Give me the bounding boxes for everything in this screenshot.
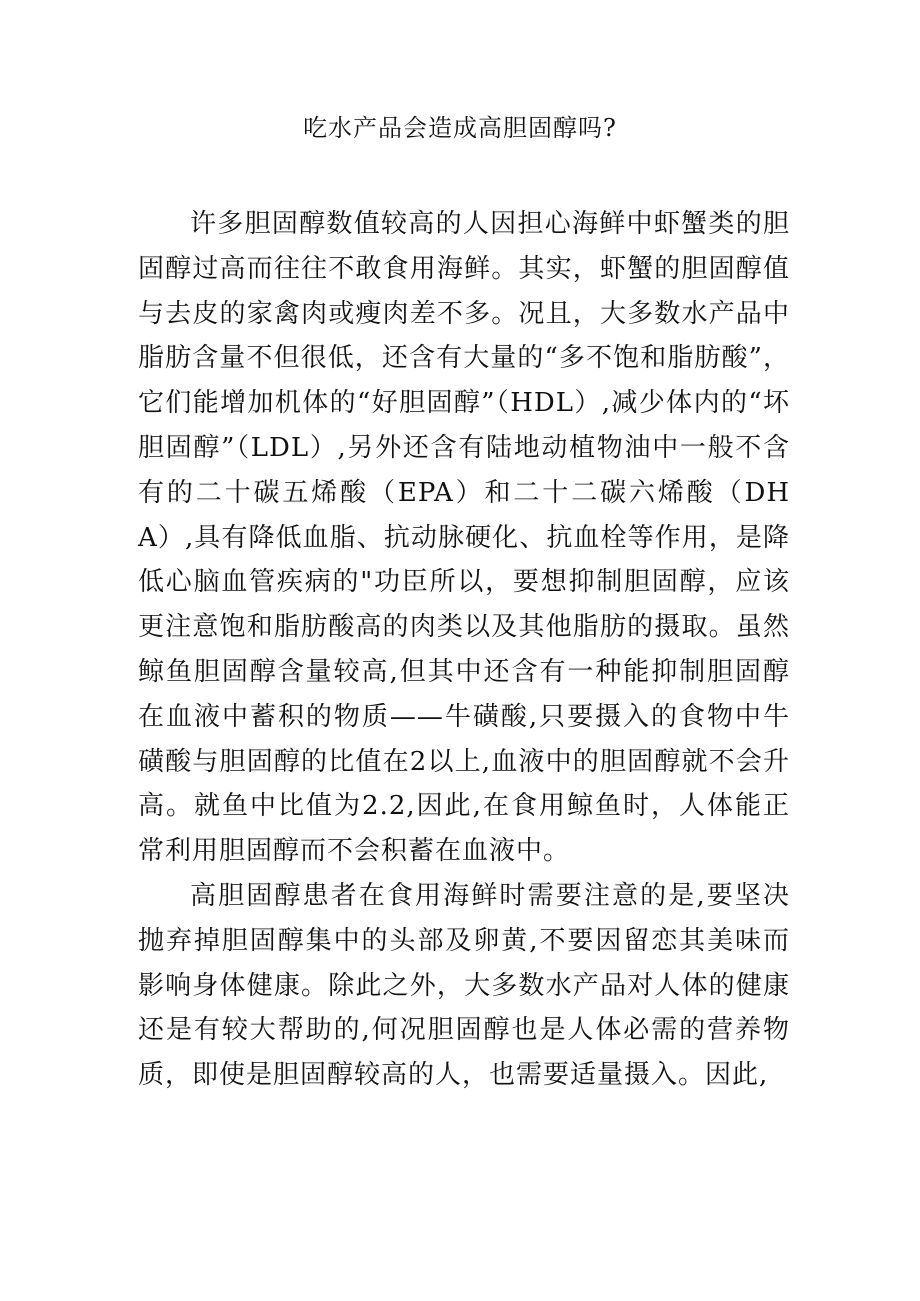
document-title: 吃水产品会造成高胆固醇吗? — [303, 114, 617, 142]
paragraph-2: 高胆固醇患者在食用海鲜时需要注意的是,要坚决抛弃掉胆固醇集中的头部及卵黄,不要因留恋其美味而影响身体健康。除此之外，大多数水产品对人体的健康还是有较大帮助的,何况胆固醇也是人体必需的营养物质，即使是胆固醇较高的人，也需要适量摄入。因此, — [138, 880, 790, 1091]
document-body — [138, 202, 790, 1098]
paragraph-1: 许多胆固醇数值较高的人因担心海鲜中虾蟹类的胆固醇过高而往往不敢食用海鲜。其实，虾蟹的胆固醇值与去皮的家禽肉或瘦肉差不多。况且，大多数水产品中脂肪含量不但很低，还含有大量的“多不饱和脂肪酸”，它们能增加机体的“好胆固醇”（HDL）,减少体内的“坏胆固醇”（LDL）,另外还含有陆地动植物油中一般不含有的二十碳五烯酸（EPA）和二十二碳六烯酸（DHA）,具有降低血脂、抗动脉硬化、抗血栓等作用，是降低心脑血管疾病的"功臣所以，要想抑制胆固醇，应该更注意饱和脂肪酸高的肉类以及其他脂肪的摄取。虽然鲸鱼胆固醇含量较高,但其中还含有一种能抑制胆固醇在血液中蓄积的物质——牛磺酸,只要摄入的食物中牛磺酸与胆固醇的比值在2以上,血液中的胆固醇就不会升高。就鱼中比值为2.2,因此,在食用鲸鱼时，人体能正常利用胆固醇而不会积蓄在血液中。 — [138, 209, 790, 867]
